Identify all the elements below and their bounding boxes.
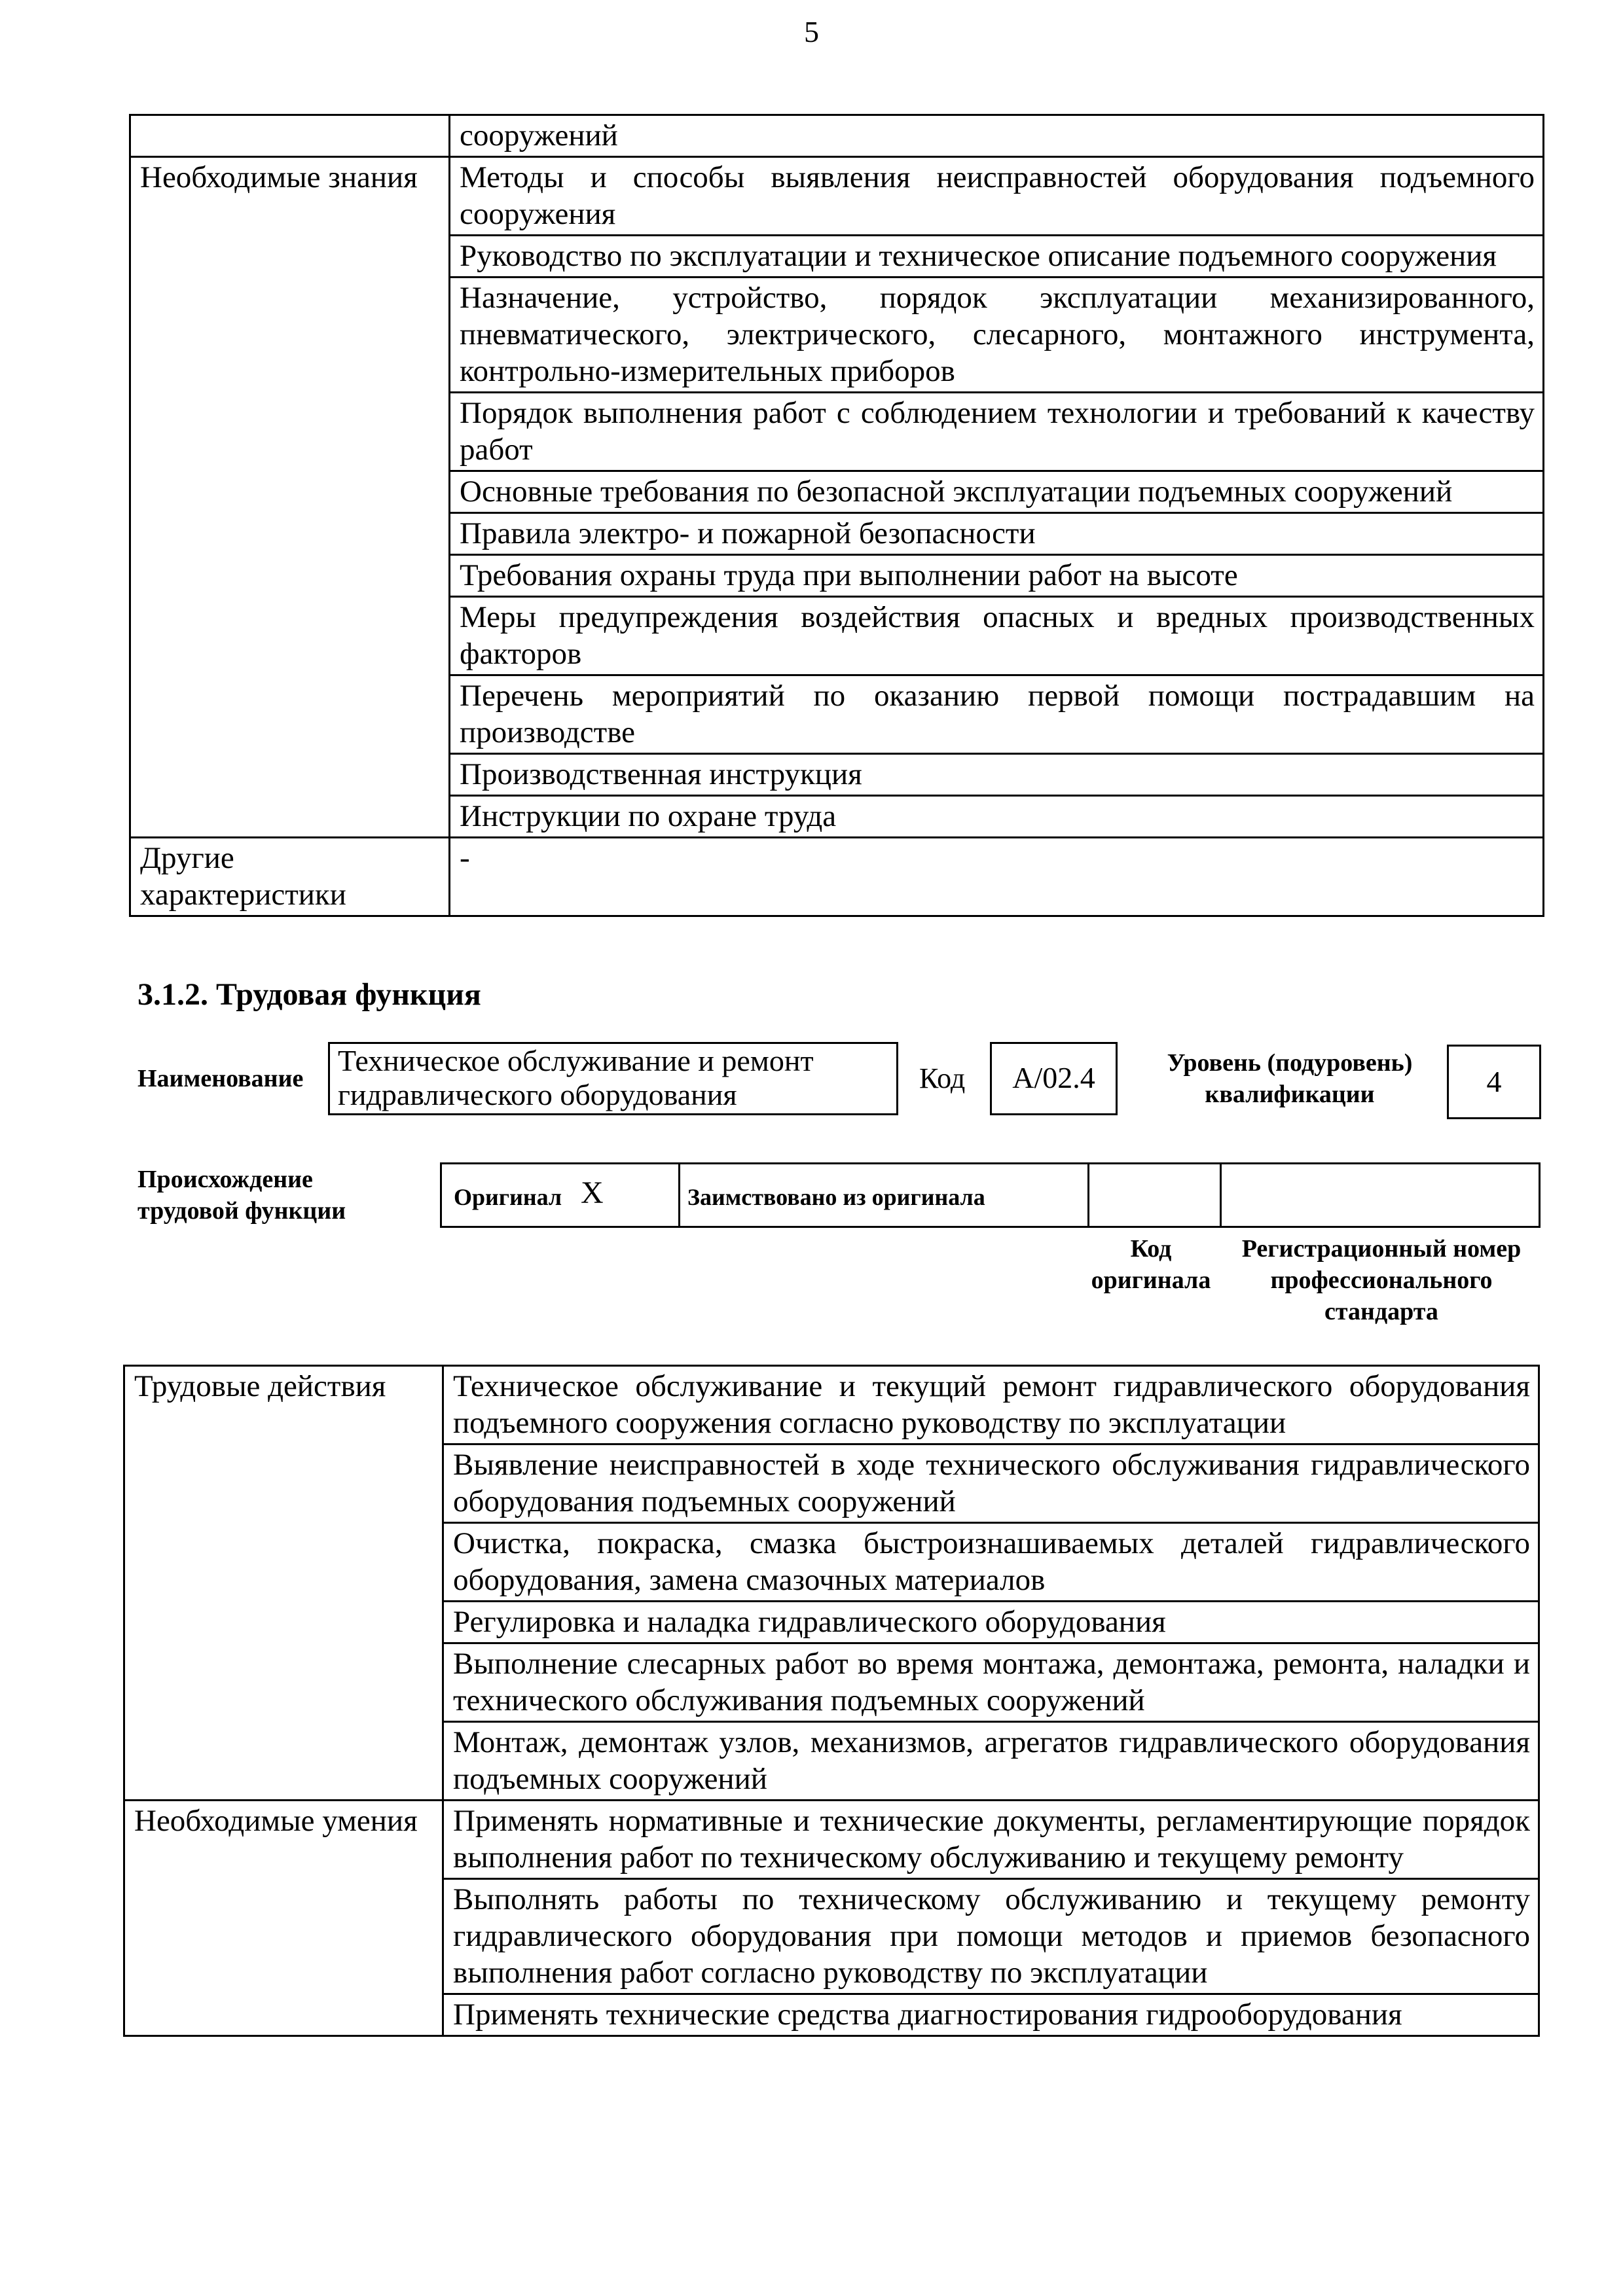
row-item: Техническое обслуживание и текущий ремонт гидравлического оборудования подъемного сооружения согласно руководству по эксплуатации — [443, 1366, 1539, 1444]
name-value-box — [328, 1042, 898, 1115]
row-label: Необходимые знания — [130, 157, 450, 838]
row-item: Монтаж, демонтаж узлов, механизмов, агрегатов гидравлического оборудования подъемных сооружений — [443, 1722, 1539, 1801]
table-row — [124, 1366, 1539, 1444]
row-item: Очистка, покраска, смазка быстроизнашиваемых деталей гидравлического оборудования, замена смазочных материалов — [443, 1523, 1539, 1602]
row-item: Инструкции по охране труда — [450, 796, 1544, 838]
original-label: Оригинал — [454, 1184, 562, 1210]
reg-caption: Регистрационный номер профессионального стандарта — [1241, 1235, 1522, 1325]
table-row — [130, 838, 1544, 916]
row-item: Порядок выполнения работ с соблюдением технологии и требований к качеству работ — [450, 393, 1544, 471]
borrowed-label: Заимствовано из оригинала — [687, 1184, 985, 1210]
page-number: 5 — [804, 15, 819, 48]
table-row — [130, 157, 1544, 236]
level-value: 4 — [1447, 1045, 1541, 1119]
row-item: Методы и способы выявления неисправностей оборудования подъемного сооружения — [450, 157, 1544, 236]
code-label: Код — [919, 1062, 966, 1094]
row-item: Требования охраны труда при выполнении работ на высоте — [450, 555, 1544, 597]
row-item: - — [450, 838, 1544, 916]
row-label: Трудовые действия — [124, 1366, 443, 1801]
row-item: Применять технические средства диагностирования гидрооборудования — [443, 1994, 1539, 2036]
level-label: Уровень (подуровень) квалификации — [1167, 1049, 1413, 1108]
row-item: Руководство по эксплуатации и техническое описание подъемного сооружения — [450, 236, 1544, 278]
row-item: Перечень мероприятий по оказанию первой помощи пострадавшим на производстве — [450, 675, 1544, 754]
row-item: Правила электро- и пожарной безопасности — [450, 513, 1544, 555]
actions-table — [123, 1365, 1540, 2037]
origin-borrowed-cell — [678, 1164, 1089, 1226]
code-caption: Код оригинала — [1091, 1235, 1211, 1294]
name-value: Техническое обслуживание и ремонт гидравлического оборудования — [338, 1044, 814, 1111]
row-item: Назначение, устройство, порядок эксплуатации механизированного, пневматического, электрического, слесарного, монтажного инструмента, контрольно-измерительных приборов — [450, 278, 1544, 393]
name-label: Наименование — [137, 1065, 304, 1092]
row-item: Основные требования по безопасной эксплуатации подъемных сооружений — [450, 471, 1544, 513]
origin-row — [440, 1162, 1541, 1228]
row-item: Применять нормативные и технические документы, регламентирующие порядок выполнения работ по техническому обслуживанию и текущему ремонту — [443, 1801, 1539, 1879]
table-row — [130, 115, 1544, 157]
row-item: Регулировка и наладка гидравлического оборудования — [443, 1602, 1539, 1643]
row-label — [130, 115, 450, 157]
section-heading: 3.1.2. Трудовая функция — [137, 977, 481, 1012]
table-row — [124, 1801, 1539, 1879]
row-label: Другие характеристики — [130, 838, 450, 916]
origin-label: Происхождение трудовой функции — [137, 1166, 346, 1225]
knowledge-table — [129, 114, 1544, 917]
origin-original-cell — [442, 1164, 680, 1226]
row-item: Выполнять работы по техническому обслуживанию и текущему ремонту гидравлического оборудования при помощи методов и приемов безопасного выполнения работ согласно руководству по эксплуатации — [443, 1879, 1539, 1994]
row-item: Выявление неисправностей в ходе технического обслуживания гидравлического оборудования подъемных сооружений — [443, 1444, 1539, 1523]
row-item: Производственная инструкция — [450, 754, 1544, 796]
row-label: Необходимые умения — [124, 1801, 443, 2036]
origin-code-cell — [1087, 1164, 1222, 1226]
row-item: сооружений — [450, 115, 1544, 157]
row-item: Меры предупреждения воздействия опасных и вредных производственных факторов — [450, 597, 1544, 675]
original-mark: X — [581, 1175, 604, 1210]
row-item: Выполнение слесарных работ во время монтажа, демонтажа, ремонта, наладки и технического обслуживания подъемных сооружений — [443, 1643, 1539, 1722]
code-value: A/02.4 — [990, 1042, 1118, 1115]
